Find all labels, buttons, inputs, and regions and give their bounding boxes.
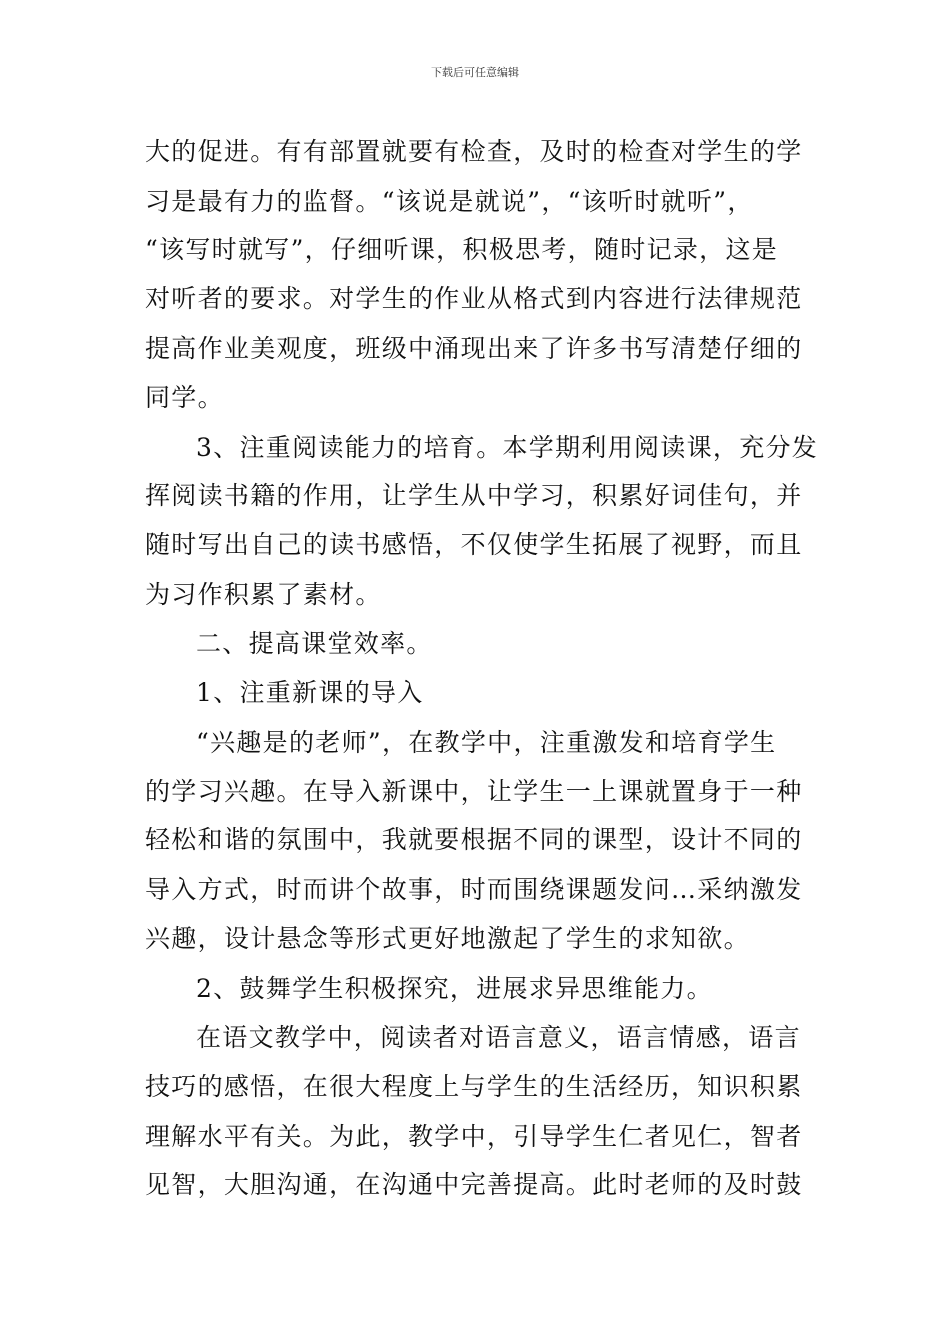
- text-line: 的学习兴趣。在导入新课中，让学生一上课就置身于一种: [145, 777, 803, 806]
- text-line: 理解水平有关。为此，教学中，引导学生仁者见仁，智者: [145, 1122, 803, 1151]
- text-line: 同学。: [145, 383, 224, 412]
- text-line: 挥阅读书籍的作用，让学生从中学习，积累好词佳句，并: [145, 481, 803, 510]
- page-header: 下载后可任意编辑: [431, 66, 519, 79]
- text-line: 提高作业美观度，班级中涌现出来了许多书写清楚仔细的: [145, 334, 803, 363]
- text-line: 兴趣，设计悬念等形式更好地激起了学生的求知欲。: [145, 924, 750, 953]
- text-line: 见智，大胆沟通，在沟通中完善提高。此时老师的及时鼓: [145, 1170, 803, 1199]
- text-line: 导入方式，时而讲个故事，时而围绕课题发问…采纳激发: [145, 875, 803, 904]
- text-line: 对听者的要求。对学生的作业从格式到内容进行法律规范: [145, 284, 803, 313]
- text-line: 技巧的感悟，在很大程度上与学生的生活经历，知识积累: [145, 1072, 803, 1101]
- subsection-heading: 2、鼓舞学生积极探究，进展求异思维能力。: [196, 974, 713, 1003]
- section-heading: 二、提高课堂效率。: [196, 629, 433, 658]
- text-line: 习是最有力的监督。“该说是就说”，“该听时就听”，: [145, 187, 754, 216]
- text-line: “兴趣是的老师”，在教学中，注重激发和培育学生: [196, 728, 777, 757]
- subsection-heading: 1、注重新课的导入: [196, 678, 424, 707]
- text-line: 3、注重阅读能力的培育。本学期利用阅读课，充分发: [196, 433, 819, 462]
- text-line: “该写时就写”，仔细听课，积极思考，随时记录，这是: [145, 235, 779, 264]
- text-line: 随时写出自己的读书感悟，不仅使学生拓展了视野，而且: [145, 530, 803, 559]
- text-line: 大的促进。有有部置就要有检查，及时的检查对学生的学: [145, 137, 803, 166]
- text-line: 在语文教学中，阅读者对语言意义，语言情感，语言: [196, 1023, 801, 1052]
- text-line: 轻松和谐的氛围中，我就要根据不同的课型，设计不同的: [145, 825, 803, 854]
- text-line: 为习作积累了素材。: [145, 580, 382, 609]
